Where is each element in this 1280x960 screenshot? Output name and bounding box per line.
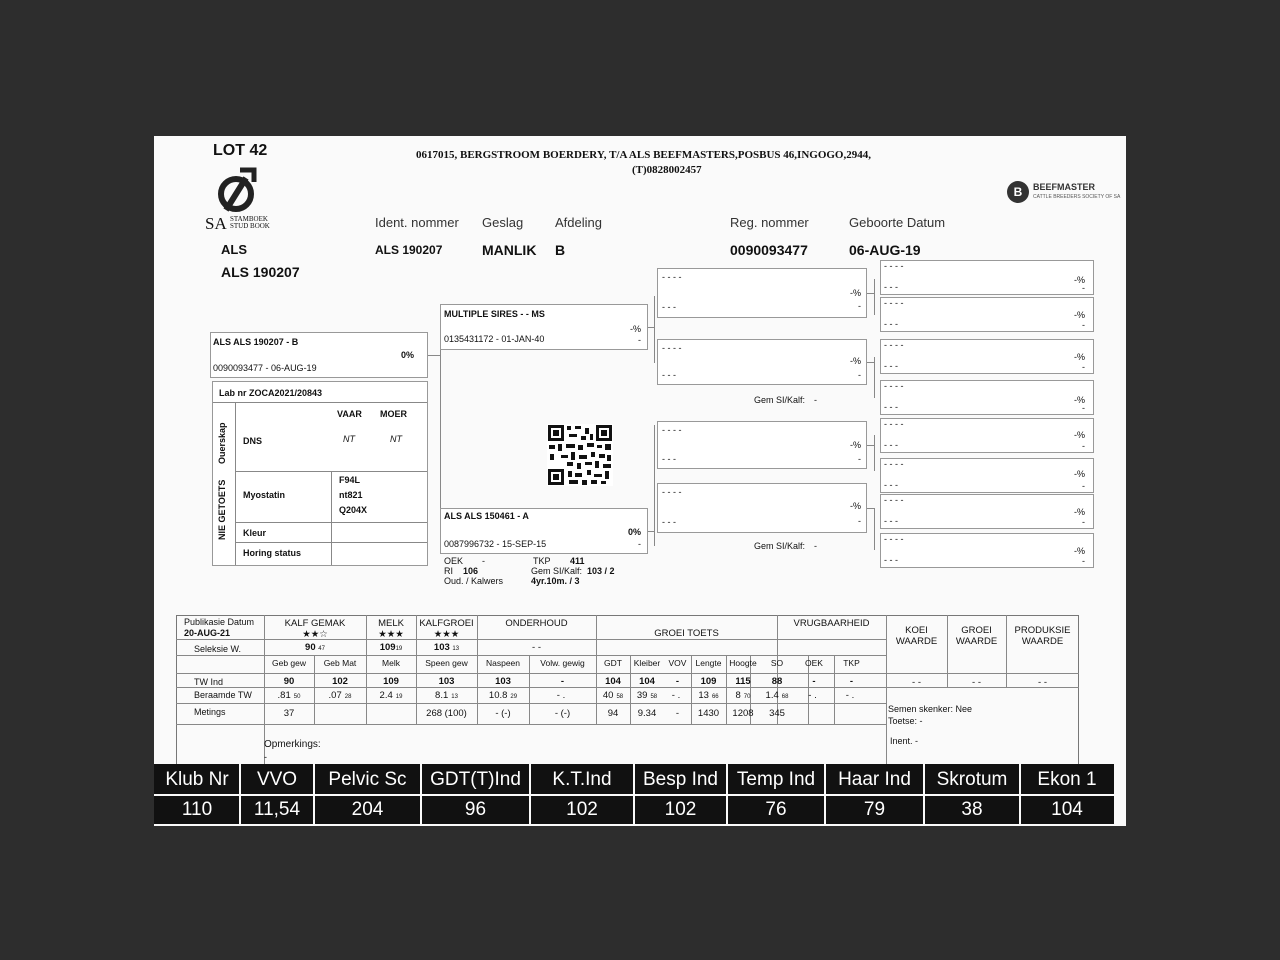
index-header: Haar Ind [838, 769, 911, 790]
seleksie-kalfgemak: 90 47 [305, 642, 325, 653]
dam-oek-label: OEK [444, 556, 464, 566]
groei-toets-header: GROEI TOETS [654, 628, 719, 639]
dam-pct: 0% [628, 527, 642, 537]
cols-row-cell: Hoogte [729, 658, 757, 668]
seleksie-onderhoud: - - [532, 642, 541, 653]
index-value: 11,54 [253, 799, 301, 820]
btw-row-cell: - . [556, 690, 566, 701]
met-row-cell: 345 [769, 708, 785, 719]
pedigree-gen3-box-5: - - - - - - - -% - [880, 418, 1094, 453]
sire-pct: -% [630, 324, 641, 334]
tw-row-cell: 115 [735, 676, 751, 687]
index-header: Temp Ind [736, 769, 816, 790]
pedigree-gen3-box-7: - - - - - - - -% - [880, 494, 1094, 529]
btw-row-cell: 1.4 68 [765, 690, 789, 701]
cols-row-cell: VOV [668, 658, 687, 668]
gen2-4-bottom: - - - [662, 517, 676, 527]
btw-row-cell: 40 58 [602, 690, 624, 701]
gem-dam-value: - [814, 541, 817, 551]
gen2-1-dash: - [858, 301, 861, 311]
beraamde-tw-label: Beraamde TW [194, 690, 252, 700]
btw-row-cell: 2.4 19 [379, 690, 403, 701]
section-label: Afdeling [555, 215, 602, 230]
gen2-3-dash: - [858, 454, 861, 464]
index-value: 110 [181, 799, 213, 820]
index-header: Skrotum [936, 769, 1008, 790]
met-row-cell: 1208 [732, 708, 754, 719]
tw-row-cell: 109 [383, 676, 399, 687]
seleksie-label: Seleksie W. [194, 644, 242, 654]
reg-value: 0090093477 [730, 242, 808, 258]
met-row-cell: - [675, 708, 680, 719]
index-header: Ekon 1 [1037, 769, 1097, 790]
met-row-cell: - (-) [554, 708, 571, 719]
index-header: Klub Nr [165, 769, 229, 790]
opmerkings-label: Opmerkings: [264, 739, 321, 750]
gen2-2-pct: -% [850, 356, 861, 366]
lab-number: Lab nr ZOCA2021/20843 [219, 388, 323, 398]
tw-row-cell: 88 [771, 676, 783, 687]
met-row-cell: 94 [607, 708, 619, 719]
gen2-1-bottom: - - - [662, 302, 676, 312]
self-line1: ALS ALS 190207 - B [213, 337, 299, 347]
index-value: 96 [464, 799, 487, 820]
cols-row-cell: Lengte [695, 658, 722, 668]
met-row-cell: - (-) [495, 708, 511, 719]
beefmaster-logo-icon: B [1007, 181, 1029, 203]
index-value: 102 [664, 799, 697, 820]
reg-label: Reg. nommer [730, 215, 809, 230]
lab-box [212, 381, 428, 566]
met-row-cell: 1430 [697, 708, 720, 719]
dam-dash: - [638, 539, 641, 549]
dam-gem-label: Gem SI/Kalf: [531, 566, 583, 576]
index-value: 38 [961, 799, 983, 820]
dam-gem-value: 103 / 2 [587, 566, 615, 576]
dam-oek-value: - [482, 556, 485, 566]
tw-row-cell: - [560, 676, 565, 687]
pedigree-gen2-box-4 [657, 483, 867, 533]
dam-tkp-value: 411 [570, 556, 585, 566]
sex-label: Geslag [482, 215, 524, 230]
cols-row-cell: Speen gew [425, 658, 468, 668]
pedigree-gen3-box-4: - - - - - - - -% - [880, 380, 1094, 415]
horing-label: Horing status [243, 548, 302, 558]
tw-row-cell: 90 [283, 676, 295, 687]
qr-code-icon [547, 424, 613, 486]
btw-row-cell: 13 66 [698, 690, 719, 701]
dam-ri-label: RI [444, 566, 453, 576]
index-header: GDT(T)Ind [430, 769, 521, 790]
pedigree-gen2-box-2 [657, 339, 867, 385]
tw-row-cell: 103 [438, 676, 455, 687]
dam-ri-value: 106 [463, 566, 479, 576]
tw-ind-label: TW Ind [194, 677, 224, 687]
dam-box [440, 508, 648, 554]
gem-sire-label: Gem SI/Kalf: [754, 395, 806, 405]
tw-row-cell: 104 [605, 676, 621, 687]
tw-row-cell: 104 [639, 676, 655, 687]
dam-tkp-label: TKP [533, 556, 551, 566]
btw-row-cell: .07 28 [328, 690, 352, 701]
metings-label: Metings [194, 707, 226, 717]
cols-row-cell: GDT [604, 658, 622, 668]
animal-prefix: ALS [221, 242, 247, 257]
kleur-label: Kleur [243, 528, 267, 538]
pedigree-gen2-box-3 [657, 421, 867, 469]
met-row-cell: 268 (100) [426, 708, 467, 719]
btw-row-cell: .81 50 [277, 690, 301, 701]
cols-row-cell: Naspeen [485, 658, 521, 668]
ouerskap-label: Ouerskap [217, 422, 227, 464]
index-value: 102 [566, 799, 598, 820]
dob-value: 06-AUG-19 [849, 242, 921, 258]
tw-row-cell: - [675, 676, 680, 687]
self-box [210, 332, 428, 378]
myostatin-label: Myostatin [243, 490, 286, 500]
semen-donor: Semen skenker: Nee [888, 704, 973, 714]
gen2-2-top: - - - - [662, 343, 682, 353]
index-value: 76 [765, 799, 787, 820]
owner-address-line1: 0617015, BERGSTROOM BOERDERY, T/A ALS BEEFMASTERS,POSBUS 46,INGOGO,2944, [416, 149, 871, 161]
pedigree-gen3-box-1: - - - - - - - -% - [880, 260, 1094, 295]
kalfgroei-header: KALFGROEI [419, 618, 474, 629]
gen2-4-dash: - [858, 516, 861, 526]
seleksie-melk: 10919 [379, 642, 403, 653]
pedigree-gen3-box-3: - - - - - - - -% - [880, 339, 1094, 374]
vaar-header: VAAR [337, 409, 362, 419]
moer-header: MOER [380, 409, 407, 419]
section-value: B [555, 242, 566, 258]
tw-row-cell: - [849, 676, 854, 687]
index-value: 104 [1051, 799, 1083, 820]
met-row-cell: 37 [283, 708, 295, 719]
gen2-2-dash: - [858, 370, 861, 380]
myostatin-value-1: F94L [339, 475, 361, 485]
btw-row-cell: - . [845, 690, 855, 701]
kalf-gemak-header: KALF GEMAK [284, 618, 346, 629]
onderhoud-header: ONDERHOUD [505, 618, 568, 629]
toetse: Toetse: - [888, 716, 923, 726]
dam-age-value: 4yr.10m. / 3 [531, 576, 580, 586]
tw-row-cell: - [812, 676, 816, 687]
sire-box [440, 304, 648, 350]
gen2-3-top: - - - - [662, 425, 682, 435]
nie-getoets-label: NIE GETOETS [217, 479, 227, 540]
gen2-1-top: - - - - [662, 272, 682, 282]
produksie-waarde-value: - - [1038, 677, 1047, 688]
sire-line2: 0135431172 - 01-JAN-40 [444, 334, 545, 344]
cols-row-cell: Geb gew [271, 658, 307, 668]
certificate-document [154, 136, 1126, 826]
beefmaster-subtitle: CATTLE BREEDERS SOCIETY OF SA [1033, 194, 1121, 200]
owner-address-line2: (T)0828002457 [632, 164, 702, 176]
myostatin-value-2: nt821 [339, 490, 363, 500]
cols-row-cell: TKP [843, 658, 860, 668]
studbook-text: STAMBOEK STUD BOOK [230, 215, 270, 230]
gen2-1-pct: -% [850, 288, 861, 298]
koei-waarde-value: - - [912, 677, 921, 688]
seleksie-kalfgroei: 103 13 [433, 642, 460, 653]
index-header: VVO [256, 769, 298, 790]
studbook-logo-icon [214, 166, 260, 214]
groei-waarde-header: GROEI WAARDE [955, 625, 998, 647]
index-header: Pelvic Sc [328, 769, 407, 790]
btw-row-cell: 39 58 [636, 690, 658, 701]
pedigree-gen2-box-1 [657, 268, 867, 318]
gen2-3-pct: -% [850, 440, 861, 450]
dns-label: DNS [243, 436, 263, 446]
cols-row-cell: Geb Mat [323, 658, 357, 668]
gen2-4-pct: -% [850, 501, 861, 511]
gen2-4-top: - - - - [662, 487, 682, 497]
self-pct: 0% [401, 350, 415, 360]
pedigree-gen3-box-6: - - - - - - - -% - [880, 458, 1094, 493]
cols-row-cell: SO [770, 658, 784, 668]
btw-row-cell: 10.8 29 [488, 690, 518, 701]
myostatin-value-3: Q204X [339, 505, 368, 515]
dam-line2: 0087996732 - 15-SEP-15 [444, 539, 547, 549]
opmerkings-value: - [264, 752, 267, 762]
animal-name: ALS 190207 [221, 264, 300, 280]
kalf-gemak-stars: ★★☆ [302, 629, 328, 640]
tw-row-cell: 103 [495, 676, 511, 687]
dns-vaar-value: NT [343, 434, 355, 444]
tw-row-cell: 109 [700, 676, 717, 687]
btw-row-cell: - . [808, 690, 817, 701]
publication-date: 20-AUG-21 [184, 628, 231, 638]
gen2-3-bottom: - - - [662, 454, 676, 464]
koei-waarde-header: KOEI WAARDE [895, 625, 938, 647]
melk-header: MELK [378, 618, 404, 629]
dns-moer-value: NT [390, 434, 402, 444]
cols-row-cell: Kleiber [633, 658, 661, 668]
pedigree-gen3-box-8: - - - - - - - -% - [880, 533, 1094, 568]
cols-row-cell: OEK [805, 658, 823, 668]
sa-mark: SA [205, 214, 227, 233]
index-summary-bar [154, 764, 1114, 824]
gem-sire-value: - [814, 395, 817, 405]
inent: Inent. - [890, 736, 919, 746]
btw-row-cell: 8 70 [735, 690, 751, 701]
cols-row-cell: Melk [382, 658, 400, 668]
vrugbaarheid-header: VRUGBAARHEID [793, 618, 870, 629]
cols-row-cell: Volw. gewig [540, 658, 585, 668]
kalfgroei-stars: ★★★ [433, 629, 460, 640]
met-row-cell: 9.34 [637, 708, 657, 719]
beefmaster-brand: BEEFMASTER [1033, 182, 1096, 192]
tw-row-cell: 102 [332, 676, 348, 687]
index-header: K.T.Ind [552, 769, 612, 790]
dam-oud-label: Oud. / Kalwers [444, 576, 504, 586]
index-value: 79 [863, 799, 886, 820]
publication-label: Publikasie Datum [184, 617, 255, 627]
btw-row-cell: 8.1 13 [435, 690, 458, 701]
ident-label: Ident. nommer [375, 215, 459, 230]
sex-value: MANLIK [482, 242, 537, 258]
groei-waarde-value: - - [972, 677, 981, 688]
sire-line1: MULTIPLE SIRES - - MS [444, 309, 545, 319]
produksie-waarde-header: PRODUKSIE WAARDE [1014, 625, 1071, 647]
dob-label: Geboorte Datum [849, 215, 946, 230]
btw-row-cell: - . [671, 690, 681, 701]
index-header: Besp Ind [643, 769, 718, 790]
dam-line1: ALS ALS 150461 - A [444, 511, 529, 521]
gem-dam-label: Gem SI/Kalf: [754, 541, 806, 551]
pedigree-gen3-box-2: - - - - - - - -% - [880, 297, 1094, 332]
self-line2: 0090093477 - 06-AUG-19 [213, 363, 317, 373]
index-value: 204 [351, 799, 384, 820]
melk-stars: ★★★ [378, 629, 404, 640]
ident-value: ALS 190207 [375, 243, 443, 257]
sire-dash: - [638, 335, 641, 345]
lot-number: LOT 42 [213, 142, 268, 159]
gen2-2-bottom: - - - [662, 370, 676, 380]
